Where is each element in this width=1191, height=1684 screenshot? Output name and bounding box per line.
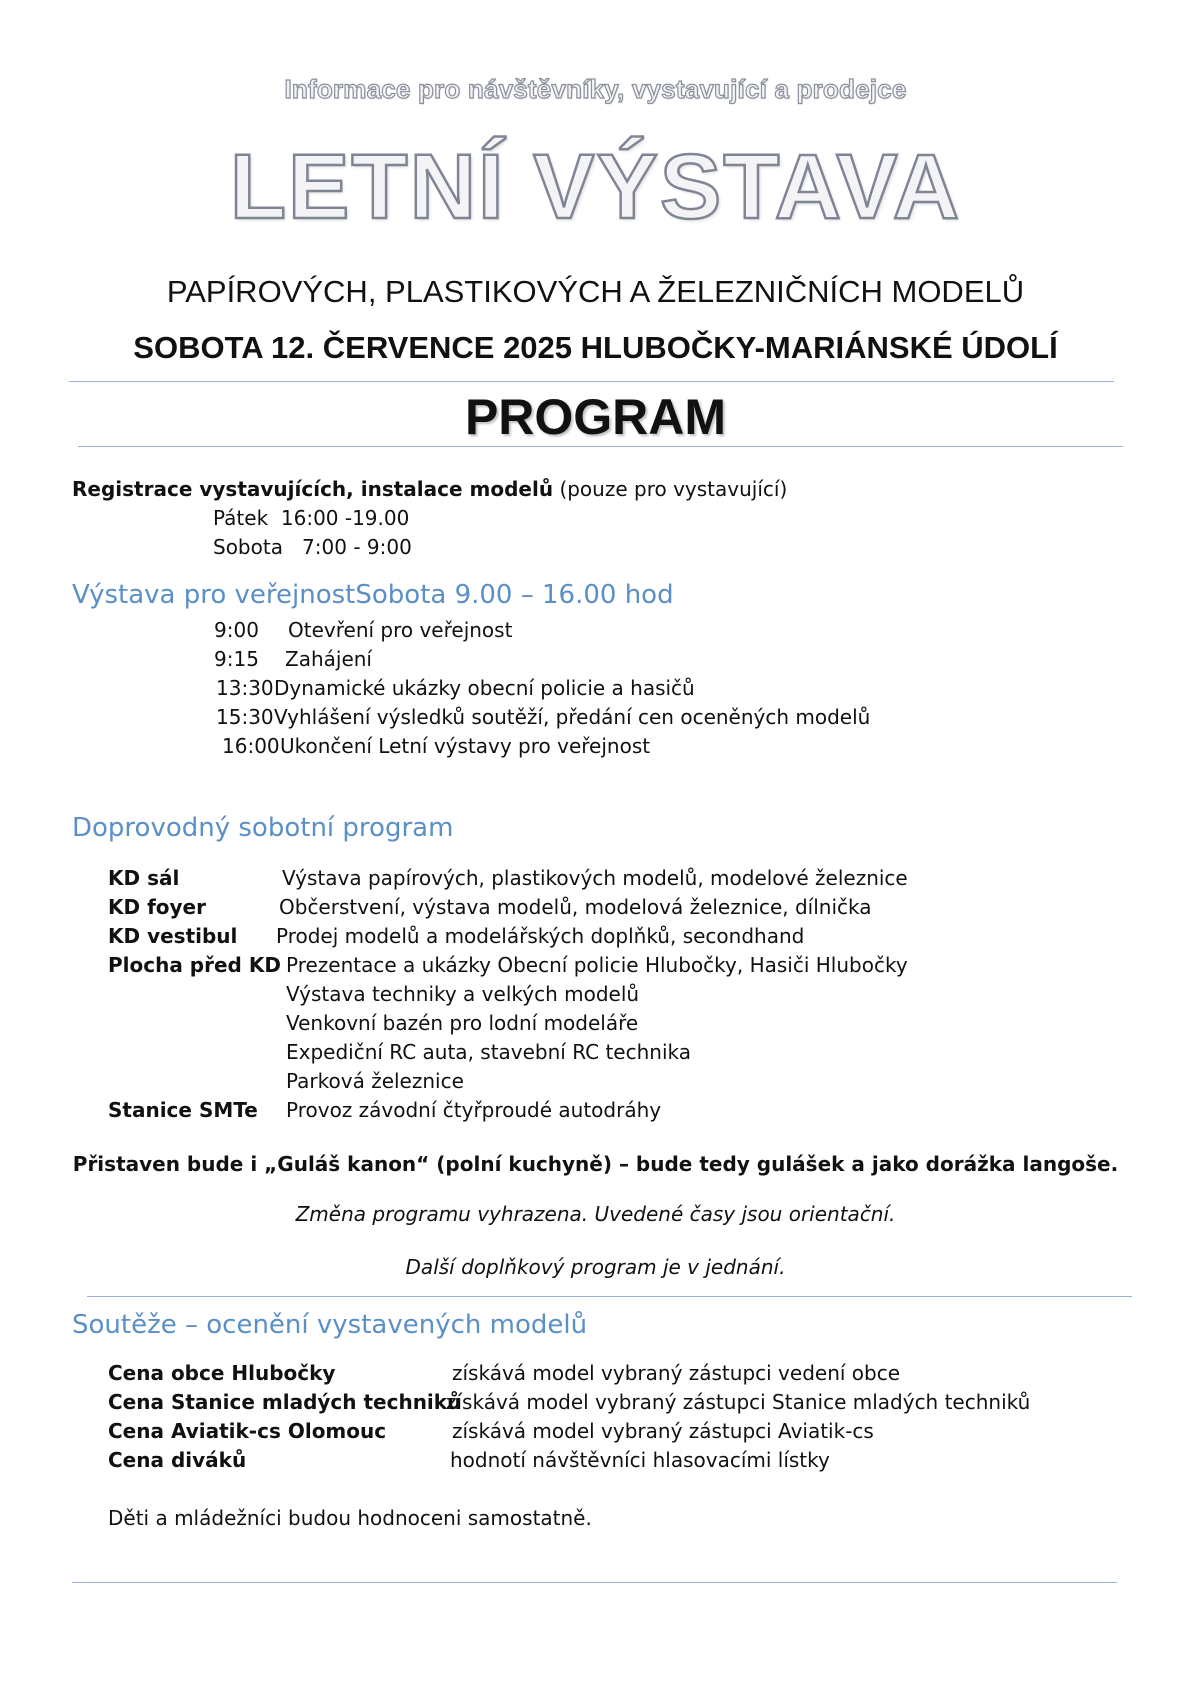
date-place: SOBOTA 12. ČERVENCE 2025 HLUBOČKY-MARIÁNSKÉ ÚDOLÍ: [133, 330, 1058, 365]
registration-label-note: (pouze pro vystavující): [559, 477, 788, 501]
venue-text: Expediční RC auta, stavební RC technika: [286, 1040, 691, 1064]
schedule-text: Ukončení Letní výstavy pro veřejnost: [280, 734, 651, 758]
registration-time: 16:00 -19.00: [280, 506, 410, 530]
registration-time: 7:00 - 9:00: [302, 535, 412, 559]
award-text: získává model vybraný zástupci Aviatik-cs: [452, 1419, 874, 1443]
award-label: Cena obce Hlubočky: [108, 1361, 336, 1385]
venue-text: Výstava techniky a velkých modelů: [286, 982, 640, 1006]
award-text: hodnotí návštěvníci hlasovacími lístky: [450, 1448, 830, 1472]
registration-row: [213, 533, 412, 562]
schedule-time: 15:30: [216, 705, 274, 729]
goulash-note: Přistaven bude i „Guláš kanon“ (polní kuchyně) – bude tedy gulášek a jako dorážka langoše.: [72, 1152, 1119, 1176]
schedule-item: [214, 616, 512, 645]
public-heading: Výstava pro veřejnostSobota 9.00 – 16.00 hod: [72, 580, 674, 610]
award-label: Cena diváků: [108, 1448, 247, 1472]
venue-label: KD sál: [108, 866, 180, 890]
divider: [78, 446, 1123, 447]
venue-label: Plocha před KD: [108, 953, 281, 977]
change-note: Změna programu vyhrazena. Uvedené časy jsou orientační.: [295, 1202, 896, 1226]
competitions-heading: Soutěže – ocenění vystavených modelů: [72, 1310, 588, 1340]
venue-text: Prodej modelů a modelářských doplňků, secondhand: [276, 924, 805, 948]
registration-day: Pátek: [213, 506, 269, 530]
schedule-text: Dynamické ukázky obecní policie a hasičů: [274, 676, 695, 700]
page-title: LETNÍ VÝSTAVA: [229, 136, 962, 238]
venue-text: Parková železnice: [286, 1069, 464, 1093]
schedule-time: 16:00: [222, 734, 280, 758]
schedule-text: Otevření pro veřejnost: [288, 618, 513, 642]
additional-note: Další doplňkový program je v jednání.: [405, 1255, 786, 1279]
divider: [72, 1582, 1117, 1583]
award-label: Cena Stanice mladých techniků: [108, 1390, 462, 1414]
program-heading: PROGRAM: [464, 389, 727, 445]
divider: [69, 381, 1114, 382]
schedule-item: [216, 703, 870, 732]
registration-day: Sobota: [213, 535, 283, 559]
schedule-time: 9:15: [214, 647, 259, 671]
schedule-text: Vyhlášení výsledků soutěží, předání cen oceněných modelů: [274, 705, 871, 729]
subtitle: PAPÍROVÝCH, PLASTIKOVÝCH A ŽELEZNIČNÍCH MODELŮ: [166, 274, 1025, 309]
schedule-item: [222, 732, 650, 761]
schedule-item: [214, 645, 372, 674]
registration-row: [213, 504, 409, 533]
venue-text: Venkovní bazén pro lodní modeláře: [286, 1011, 639, 1035]
venue-text: Prezentace a ukázky Obecní policie Hlubočky, Hasiči Hlubočky: [286, 953, 908, 977]
divider: [87, 1296, 1132, 1297]
info-line: Informace pro návštěvníky, vystavující a prodejce: [284, 74, 907, 104]
accompanying-heading: Doprovodný sobotní program: [72, 813, 454, 843]
venue-text: Výstava papírových, plastikových modelů, modelové železnice: [282, 866, 908, 890]
award-text: získává model vybraný zástupci vedení obce: [452, 1361, 901, 1385]
schedule-time: 13:30: [216, 676, 274, 700]
venue-label: Stanice SMTe: [108, 1098, 258, 1122]
venue-label: KD foyer: [108, 895, 206, 919]
registration-label-bold: Registrace vystavujících, instalace modelů: [72, 477, 554, 501]
youth-note: Děti a mládežníci budou hodnoceni samostatně.: [108, 1506, 592, 1530]
schedule-text: Zahájení: [285, 647, 372, 671]
registration-label: [72, 475, 787, 504]
award-label: Cena Aviatik-cs Olomouc: [108, 1419, 387, 1443]
venue-label: KD vestibul: [108, 924, 238, 948]
award-text: získává model vybraný zástupci Stanice mladých techniků: [446, 1390, 1031, 1414]
schedule-item: [216, 674, 695, 703]
schedule-time: 9:00: [214, 618, 259, 642]
venue-text: Provoz závodní čtyřproudé autodráhy: [286, 1098, 662, 1122]
venue-text: Občerstvení, výstava modelů, modelová železnice, dílnička: [279, 895, 872, 919]
